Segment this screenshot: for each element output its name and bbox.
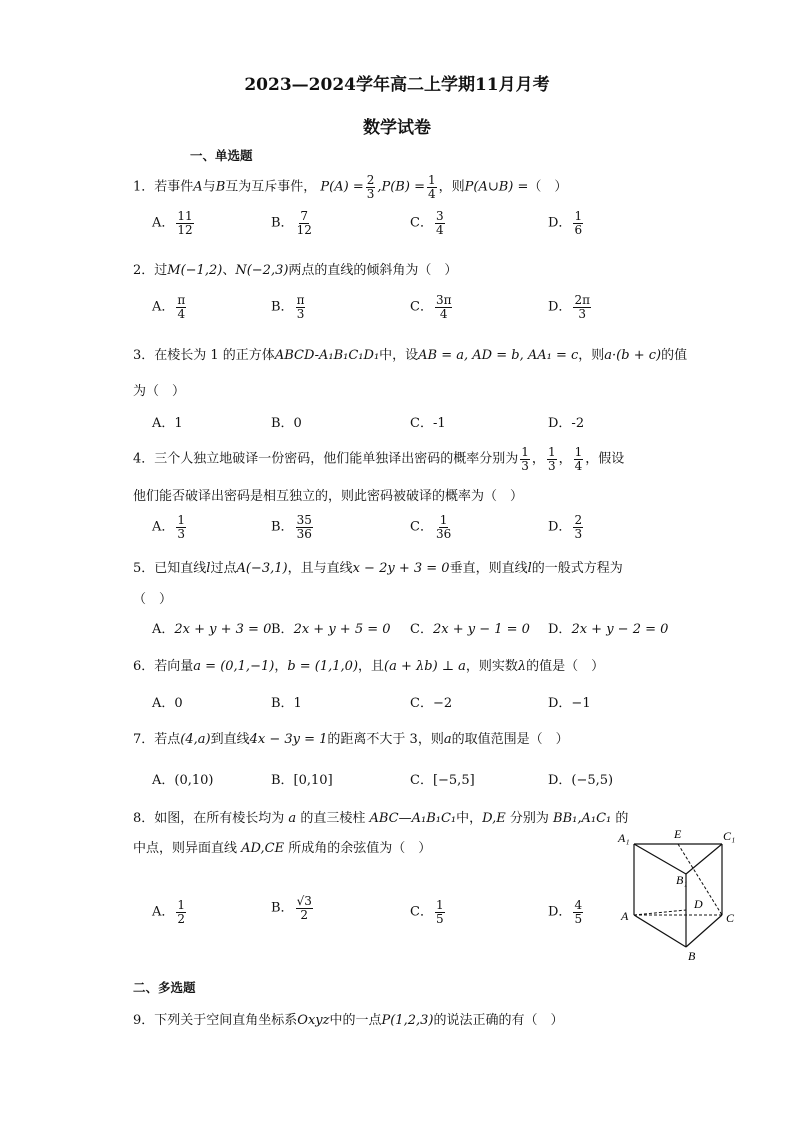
- section-single-choice: 一、单选题: [190, 148, 253, 163]
- label-b1: B₁: [676, 873, 688, 887]
- q1-option-a[interactable]: A． $\frac{11}{12}$: [152, 209, 193, 237]
- q6-option-d[interactable]: D．−1: [548, 696, 591, 711]
- question-9: 9．下列关于空间直角坐标系Oxyz中的一点P(1,2,3)的说法正确的有（ ）: [133, 1013, 564, 1028]
- q1-paren: （ ）: [528, 179, 568, 195]
- q5-option-d[interactable]: D．2x + y − 2 = 0: [548, 622, 669, 637]
- q2-option-c[interactable]: C． $\frac{3\pi}{4}$: [410, 293, 452, 321]
- q4-option-c[interactable]: C． $\frac{1}{36}$: [410, 513, 452, 541]
- edge-bc: [686, 915, 722, 947]
- question-7: 7．若点(4,a)到直线4x − 3y = 1的距离不大于 3，则a的取值范围是（ ）: [133, 732, 569, 747]
- q7-option-d[interactable]: D．(−5,5): [548, 773, 614, 788]
- q6-option-b[interactable]: B．1: [271, 696, 302, 711]
- label-a1: A₁: [618, 831, 630, 845]
- q8-option-b[interactable]: B． $\frac{√3}{2}$: [271, 894, 312, 922]
- q6-option-a[interactable]: A．0: [152, 696, 183, 711]
- q4-option-b[interactable]: B． $\frac{35}{36}$: [271, 513, 312, 541]
- q7-option-c[interactable]: C．[−5,5]: [410, 773, 475, 788]
- question-4-line2: 他们能否破译出密码是相互独立的，则此密码被破译的概率为（ ）: [133, 489, 524, 504]
- question-1: [133, 174, 567, 200]
- q1-frac-pa: $\frac{2}{3}$: [366, 173, 375, 201]
- q1-math: ,P(B) =: [377, 179, 425, 195]
- question-3: 3．在棱长为 1 的正方体ABCD-A₁B₁C₁D₁中，设AB = a, AD = b, AA₁ = c，则a·(b + c)的值: [133, 348, 688, 363]
- question-6: 6．若向量a = (0,1,−1)，b = (1,1,0)，且(a + λb) ⊥ a，则实数λ的值是（ ）: [133, 659, 605, 674]
- q5-option-c[interactable]: C．2x + y − 1 = 0: [410, 622, 530, 637]
- q6-option-c[interactable]: C．−2: [410, 696, 453, 711]
- q3-option-d[interactable]: D．-2: [548, 416, 585, 431]
- q7-option-b[interactable]: B．[0,10]: [271, 773, 333, 788]
- q1-event-a: A: [193, 179, 203, 195]
- label-a: A: [621, 909, 629, 923]
- q3-option-b[interactable]: B．0: [271, 416, 302, 431]
- q1-frac-pb: $\frac{1}{4}$: [427, 173, 436, 201]
- q8-option-c[interactable]: C． $\frac{1}{5}$: [410, 898, 444, 926]
- q1-text: ，则: [438, 179, 465, 195]
- q1-math: P(A∪B) =: [464, 179, 529, 195]
- q1-event-b: B: [215, 179, 226, 195]
- question-4: 4．三个人独立地破译一份密码，他们能单独译出密码的概率分别为 $\frac{1}{3}$ ， $\frac{1}{3}$ ， $\frac{1}{4}$ ，假设: [133, 445, 625, 473]
- segment-ad: [634, 910, 686, 915]
- q1-text: 1．若事件: [133, 179, 194, 195]
- exam-subtitle: 数学试卷: [363, 118, 431, 138]
- prism-figure: [612, 822, 747, 967]
- q4-option-a[interactable]: A． $\frac{1}{3}$: [152, 513, 186, 541]
- q1-option-d[interactable]: D． $\frac{1}{6}$: [548, 209, 583, 237]
- q1-option-b[interactable]: B． $\frac{7}{12}$: [271, 209, 312, 237]
- question-5: 5．已知直线l过点A(−3,1)，且与直线x − 2y + 3 = 0垂直，则直线l的一般式方程为: [133, 561, 623, 576]
- q1-text: 与: [202, 179, 216, 195]
- question-8-line2: 中点，则异面直线 AD,CE 所成角的余弦值为（ ）: [133, 841, 432, 856]
- q1-text: 互为互斥事件，: [225, 179, 317, 195]
- exam-title: 2023—2024学年高二上学期11月月考: [244, 75, 550, 95]
- q7-option-a[interactable]: A．(0,10): [152, 773, 214, 788]
- question-3-line2: 为（ ）: [133, 384, 186, 399]
- q2-option-b[interactable]: B． $\frac{\pi}{3}$: [271, 293, 305, 321]
- label-e: E: [674, 827, 682, 841]
- section-multiple-choice: 二、多选题: [133, 980, 196, 995]
- label-d: D: [694, 897, 703, 911]
- q1-math: P(A) =: [320, 179, 364, 195]
- q5-option-a[interactable]: A．2x + y + 3 = 0: [152, 622, 272, 637]
- label-c: C: [726, 911, 735, 925]
- question-2: 2．过M(−1,2)、N(−2,3)两点的直线的倾斜角为（ ）: [133, 263, 458, 278]
- edge-b1c1: [686, 844, 722, 874]
- q5-option-b[interactable]: B．2x + y + 5 = 0: [271, 622, 391, 637]
- edge-a1b1: [634, 844, 686, 874]
- q4-option-d[interactable]: D． $\frac{2}{3}$: [548, 513, 583, 541]
- question-8: 8．如图，在所有棱长均为 a 的直三棱柱 ABC—A₁B₁C₁中，D,E 分别为 BB₁,A₁C₁ 的: [133, 811, 629, 826]
- q2-option-d[interactable]: D． $\frac{2\pi}{3}$: [548, 293, 590, 321]
- edge-ab: [634, 915, 686, 947]
- q1-option-c[interactable]: C． $\frac{3}{4}$: [410, 209, 444, 237]
- q2-option-a[interactable]: A． $\frac{\pi}{4}$: [152, 293, 186, 321]
- q8-option-d[interactable]: D． $\frac{4}{5}$: [548, 898, 583, 926]
- question-5-line2: （ ）: [133, 592, 173, 607]
- q8-option-a[interactable]: A． $\frac{1}{2}$: [152, 898, 186, 926]
- label-b: B: [688, 949, 696, 963]
- q3-option-a[interactable]: A．1: [152, 416, 183, 431]
- q3-option-c[interactable]: C．-1: [410, 416, 446, 431]
- label-c1: C₁: [723, 829, 736, 843]
